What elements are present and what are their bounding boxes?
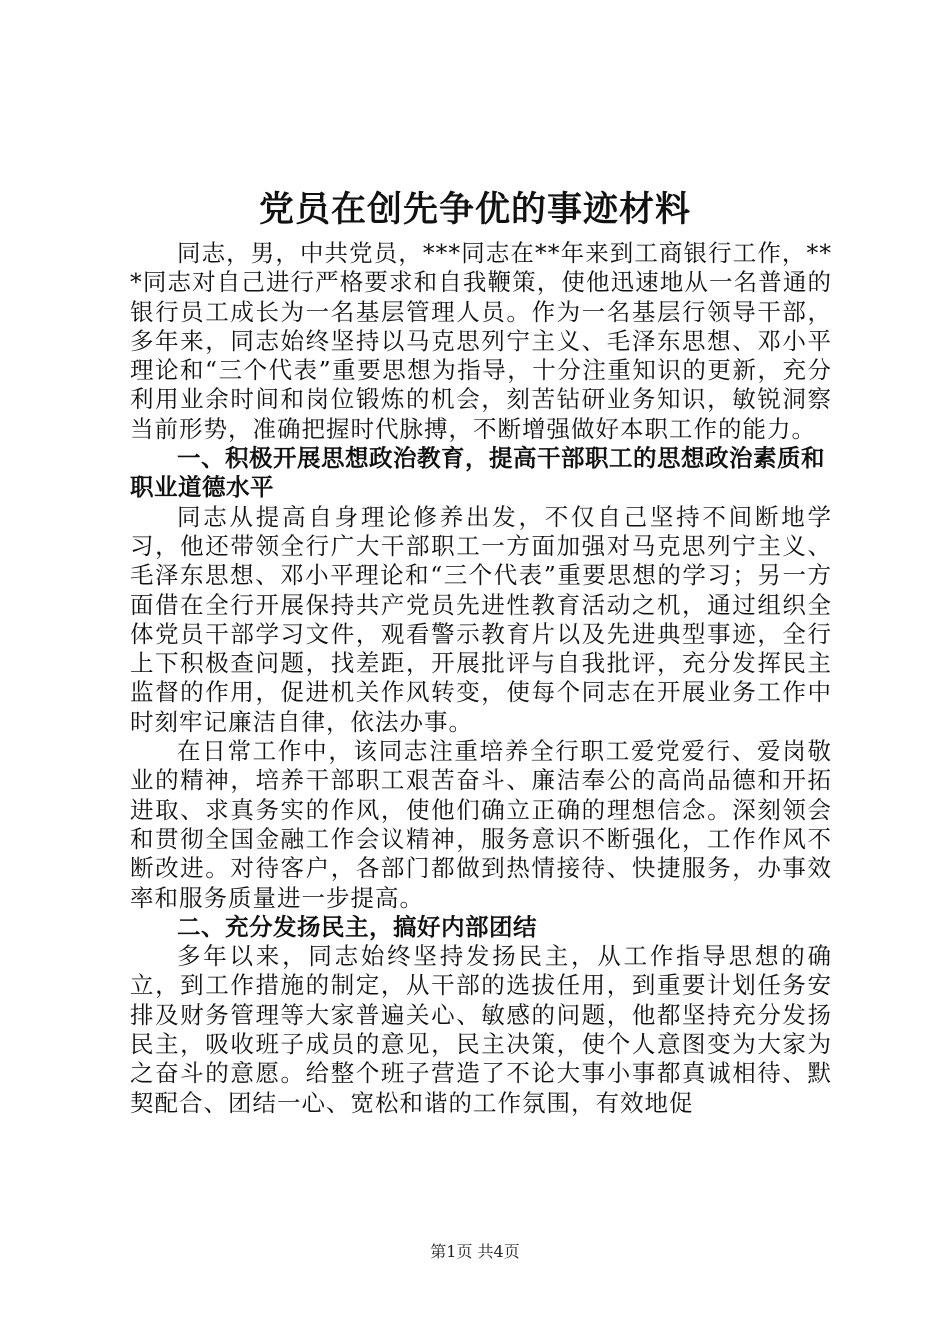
paragraph-study: 同志从提高自身理论修养出发，不仅自己坚持不间断地学习，他还带领全行广大干部职工一方面加强对马克思列宁主义、毛泽东思想、邓小平理论和“三个代表”重要思想的学习；另一方面借在全行开展保持共产党员先进性教育活动之机，通过组织全体党员干部学习文件，观看警示教育片以及先进典型事迹，全行上下积极查问题，找差距，开展批评与自我批评，充分发挥民主监督的作用，促进机关作风转变，使每个同志在开展业务工作中时刻牢记廉洁自律，依法办事。	[130, 502, 832, 736]
paragraph-democracy: 多年以来，同志始终坚持发扬民主，从工作指导思想的确立，到工作措施的制定，从干部的选拔任用，到重要计划任务安排及财务管理等大家普遍关心、敏感的问题，他都坚持充分发扬民主，吸收班子成员的意见，民主决策，使个人意图变为大家为之奋斗的意愿。给整个班子营造了不论大事小事都真诚相待、默契配合、团结一心、宽松和谐的工作氛围，有效地促	[130, 942, 832, 1117]
section-heading-2: 二、充分发扬民主，搞好内部团结	[177, 912, 537, 941]
page-footer: 第1页 共4页	[430, 1242, 520, 1261]
document-body	[130, 239, 832, 1118]
paragraph-daily-work: 在日常工作中，该同志注重培养全行职工爱党爱行、爱岗敬业的精神，培养干部职工艰苦奋斗、廉洁奉公的高尚品德和开拓进取、求真务实的作风，使他们确立正确的理想信念。深刻领会和贯彻全国金融工作会议精神，服务意识不断强化，工作作风不断改进。对待客户，各部门都做到热情接待、快捷服务，办事效率和服务质量进一步提高。	[130, 737, 832, 912]
document-title: 党员在创先争优的事迹材料	[258, 189, 691, 230]
paragraph-intro: 同志，男，中共党员，***同志在**年来到工商银行工作，***同志对自己进行严格要求和自我鞭策，使他迅速地从一名普通的银行员工成长为一名基层管理人员。作为一名基层行领导干部，多年来，同志始终坚持以马克思列宁主义、毛泽东思想、邓小平理论和“三个代表”重要思想为指导，十分注重知识的更新，充分利用业余时间和岗位锻炼的机会，刻苦钻研业务知识，敏锐洞察当前形势，准确把握时代脉搏，不断增强做好本职工作的能力。	[130, 239, 832, 443]
section-heading-1: 一、积极开展思想政治教育，提高干部职工的思想政治素质和职业道德水平	[130, 444, 825, 502]
